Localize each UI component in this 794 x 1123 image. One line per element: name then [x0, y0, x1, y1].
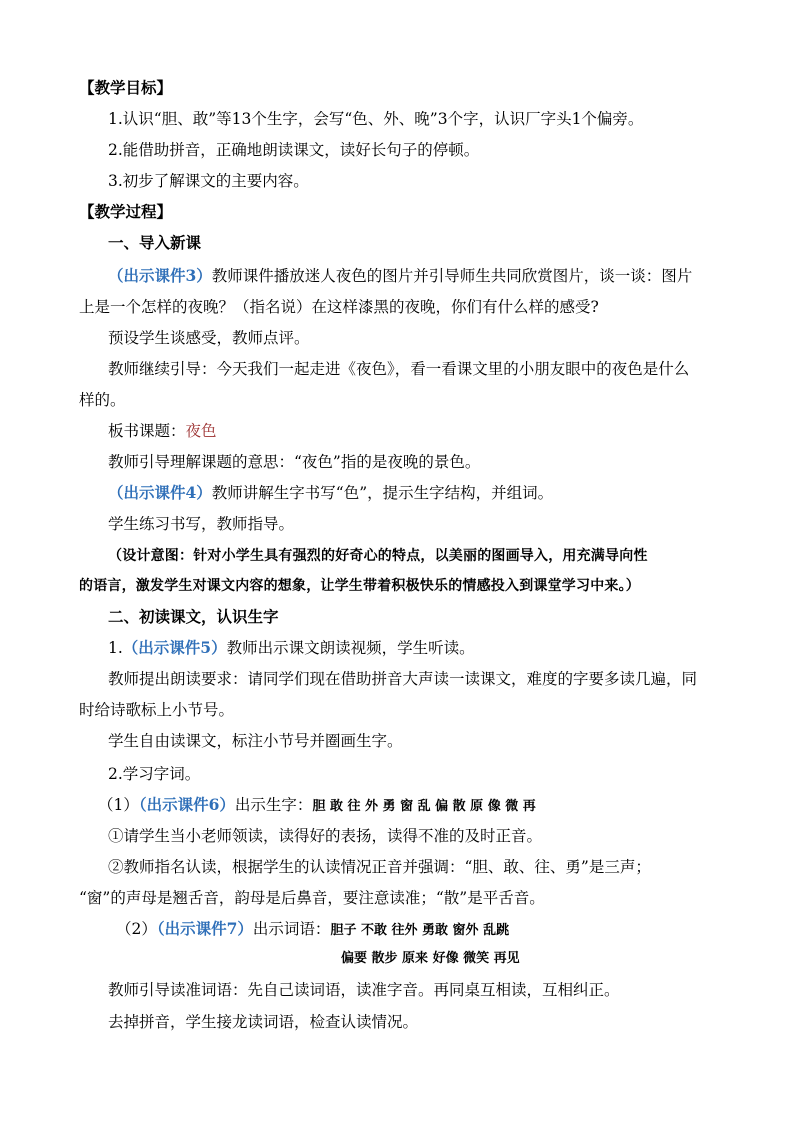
paragraph-relay-reading: 去掉拼音，学生接龙读词语，检查认读情况。	[108, 1013, 419, 1031]
paragraph-preset: 预设学生谈感受，教师点评。	[108, 329, 310, 347]
paragraph-guide-line2: 样的。	[79, 391, 126, 409]
paragraph-reading-req-line2: 时给诗歌标上小节号。	[79, 701, 235, 719]
design-note-line2: 的语言，激发学生对课文内容的想象，让学生带着积极快乐的情感投入到课堂学习中来。）	[79, 578, 640, 594]
courseware-tag: （出示课件4）	[108, 483, 212, 502]
section1-title: 一、导入新课	[108, 233, 202, 252]
courseware-tag: （出示课件7）	[156, 919, 253, 938]
board-title: 夜色	[185, 422, 217, 440]
paragraph-intro-line2: 上是一个怎样的夜晚？（指名说）在这样漆黑的夜晚，你们有什么样的感受?	[79, 298, 599, 316]
new-characters: 胆 敢 往 外 勇 窗 乱 偏 散 原 像 微 再	[312, 799, 536, 814]
courseware-tag: （出示课件3）	[108, 266, 212, 285]
paragraph-practice: 学生练习书写，教师指导。	[108, 515, 295, 533]
process-heading: 【教学过程】	[79, 202, 173, 221]
paragraph-free-reading: 学生自由读课文，标注小节号并圈画生字。	[108, 732, 403, 750]
paragraph-char-writing: （出示课件4）教师讲解生字书写“色”，提示生字结构，并组词。	[108, 483, 554, 502]
paragraph-read-words: 教师引导读准词语：先自己读词语，读准字音。再同桌互相读，互相纠正。	[108, 981, 620, 999]
paragraph-learn-words: 2.学习字词。	[108, 765, 201, 783]
goal-item-1: 1.认识“胆、敢”等13个生字，会写“色、外、晚”3个字，认识厂字头1个偏旁。	[108, 110, 644, 128]
paragraph-listen: 1.（出示课件5）教师出示课文朗读视频，学生听读。	[108, 638, 475, 657]
word-list-2: 偏要 散步 原来 好像 微笑 再见	[341, 951, 520, 966]
section2-title: 二、初读课文，认识生字	[108, 607, 279, 626]
paragraph-reading-req-line1: 教师提出朗读要求：请同学们现在借助拼音大声读一读课文，难度的字要多读几遍，同	[108, 670, 698, 688]
courseware-tag: （出示课件5）	[122, 638, 227, 657]
word-list-1: 胆子 不敢 往外 勇敢 窗外 乱跳	[330, 923, 510, 938]
goal-item-2: 2.能借助拼音，正确地朗读课文，读好长句子的停顿。	[108, 141, 480, 159]
design-note-line1: （设计意图：针对小学生具有强烈的好奇心的特点，以美丽的图画导入，用充满导向性	[108, 548, 648, 564]
paragraph-guide-line1: 教师继续引导：今天我们一起走进《夜色》，看一看课文里的小朋友眼中的夜色是什么	[108, 360, 690, 378]
new-characters-line: （1）（出示课件6）出示生字：胆 敢 往 外 勇 窗 乱 偏 散 原 像 微 再	[98, 795, 536, 814]
paragraph-lead-reading: ①请学生当小老师领读，读得好的表扬，读得不准的及时正音。	[108, 827, 543, 845]
board-title-line: 板书课题：夜色	[108, 422, 217, 440]
goal-item-3: 3.初步了解课文的主要内容。	[108, 172, 309, 190]
courseware-tag: （出示课件6）	[138, 795, 235, 814]
goals-heading: 【教学目标】	[79, 78, 173, 97]
paragraph-intro-line1: （出示课件3）教师课件播放迷人夜色的图片并引导师生共同欣赏图片，谈一谈：图片	[108, 266, 693, 285]
paragraph-pronunciation-line1: ②教师指名认读，根据学生的认读情况正音并强调：“胆、敢、往、勇”是三声；	[108, 858, 651, 876]
words-line: （2）（出示课件7）出示词语：胆子 不敢 往外 勇敢 窗外 乱跳	[116, 919, 510, 938]
paragraph-pronunciation-line2: “窗”的声母是翘舌音，韵母是后鼻音，要注意读准；“散”是平舌音。	[79, 889, 545, 907]
paragraph-title-meaning: 教师引导理解课题的意思：“夜色”指的是夜晚的景色。	[108, 453, 481, 471]
